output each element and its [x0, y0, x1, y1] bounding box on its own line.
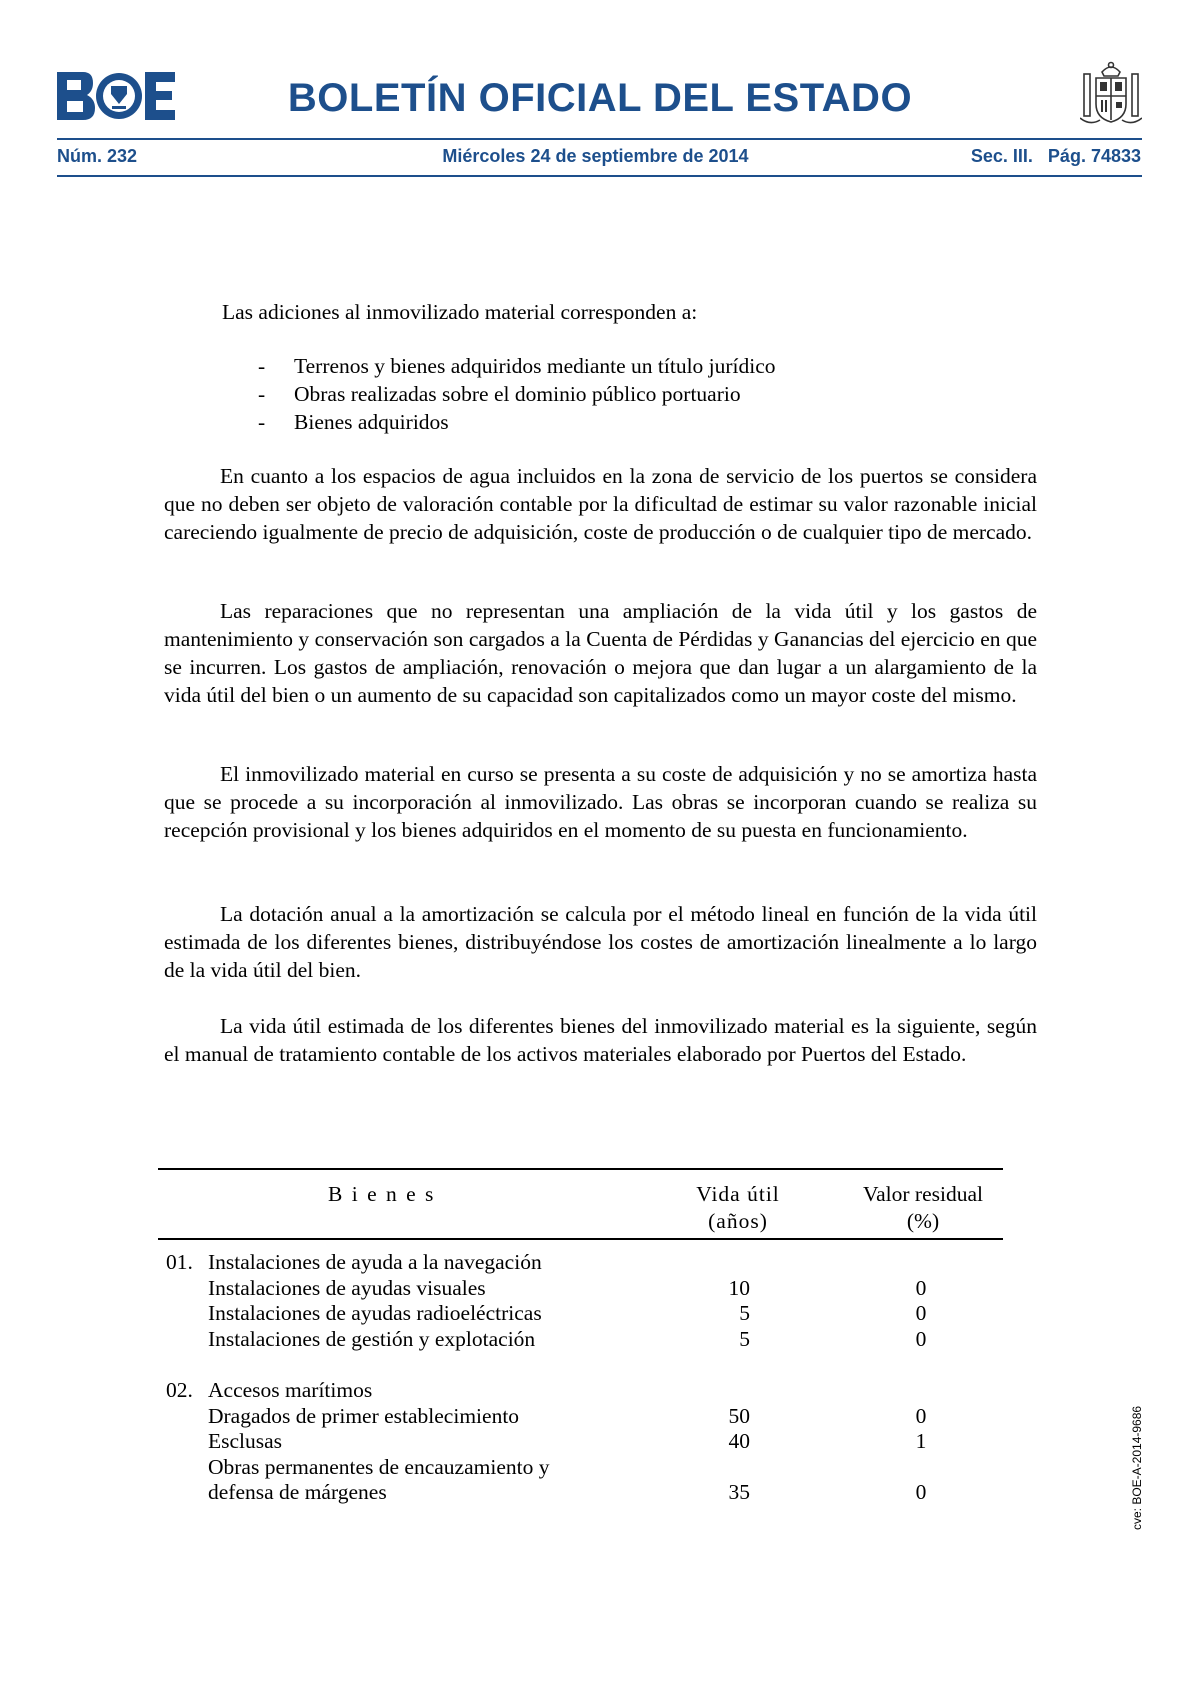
group-title: Instalaciones de ayuda a la navegación [208, 1250, 542, 1274]
row-vida: 35 [728, 1480, 750, 1504]
paragraph [164, 597, 1037, 709]
list-marker: - [258, 410, 266, 434]
list-item-text: Obras realizadas sobre el dominio público portuario [294, 382, 741, 406]
list-item-text: Bienes adquiridos [294, 410, 449, 434]
list-item [258, 408, 776, 436]
row-valor: 0 [915, 1301, 927, 1325]
row-label: Esclusas [208, 1429, 283, 1453]
header-rule-bottom [57, 175, 1142, 177]
paragraph-text: En cuanto a los espacios de agua incluidos en la zona de servicio de los puertos se considera que no deben ser objeto de valoración contable por la dificultad de estimar su valor razonable inicial careciendo igualmente de precio de adquisición, coste de producción o de cualquier tipo de mercado. [164, 464, 1037, 544]
row-label: Instalaciones de ayudas visuales [208, 1276, 486, 1300]
header-bienes: B i e n e s [328, 1182, 436, 1206]
paragraph [164, 900, 1037, 984]
row-label: Dragados de primer establecimiento [208, 1404, 520, 1428]
paragraph [164, 462, 1037, 546]
issue-date: Miércoles 24 de septiembre de 2014 [442, 146, 749, 166]
paragraph [164, 1012, 1037, 1068]
list-marker: - [258, 382, 266, 406]
row-label: Obras permanentes de encauzamiento y [208, 1455, 550, 1479]
row-label-continued: defensa de márgenes [208, 1480, 387, 1504]
cve-code: cve: BOE-A-2014-9686 [1130, 1405, 1144, 1530]
row-valor: 0 [915, 1276, 927, 1300]
paragraph-text: Las reparaciones que no representan una ampliación de la vida útil y los gastos de mantenimiento y conservación son cargados a la Cuenta de Pérdidas y Ganancias del ejercicio en que se incurren. Los gastos de ampliación, renovación o mejora que dan lugar a un alargamiento de la vida útil del bien o un aumento de su capacidad son capitalizados como un mayor coste del mismo. [164, 599, 1037, 707]
row-valor: 0 [915, 1480, 927, 1504]
group-code: 02. [166, 1378, 193, 1402]
header-vida-util: Vida útil [696, 1182, 780, 1206]
row-vida: 50 [728, 1404, 750, 1428]
row-vida: 5 [739, 1301, 750, 1325]
list-item [258, 352, 776, 380]
paragraph-text: La vida útil estimada de los diferentes bienes del inmovilizado material es la siguiente, según el manual de tratamiento contable de los activos materiales elaborado por Puertos del Estado. [164, 1014, 1037, 1066]
gazette-title: BOLETÍN OFICIAL DEL ESTADO [287, 76, 913, 120]
header-valor-residual: Valor residual [862, 1182, 983, 1206]
row-label: Instalaciones de ayudas radioeléctricas [208, 1301, 542, 1325]
row-vida: 10 [728, 1276, 750, 1300]
paragraph-text: La dotación anual a la amortización se calcula por el método lineal en función de la vida útil estimada de los diferentes bienes, distribuyéndose los costes de amortización linealmente a lo largo de la vida útil del bien. [164, 902, 1037, 982]
table-top-rule [158, 1168, 1003, 1170]
list-item [258, 380, 776, 408]
coat-of-arms-icon [1080, 60, 1142, 128]
row-valor: 1 [915, 1429, 927, 1453]
header-anos: (años) [708, 1209, 768, 1233]
row-label: Instalaciones de gestión y explotación [208, 1327, 536, 1351]
header-percent: (%) [906, 1209, 940, 1233]
header-rule-top [57, 138, 1142, 140]
issue-number: Núm. 232 [57, 146, 138, 166]
section-page: Sec. III. Pág. 74833 [970, 146, 1141, 166]
additions-list [258, 352, 776, 436]
row-valor: 0 [915, 1327, 927, 1351]
paragraph-text: El inmovilizado material en curso se presenta a su coste de adquisición y no se amortiza hasta que se procede a su incorporación al inmovilizado. Las obras se incorporan cuando se realiza su recepción provisional y los bienes adquiridos en el momento de su puesta en funcionamiento. [164, 762, 1037, 842]
boe-logo [57, 72, 175, 120]
row-valor: 0 [915, 1404, 927, 1428]
row-vida: 5 [739, 1327, 750, 1351]
list-marker: - [258, 354, 266, 378]
intro-text: Las adiciones al inmovilizado material corresponden a: [222, 300, 698, 324]
group-title: Accesos marítimos [208, 1378, 373, 1402]
paragraph [164, 760, 1037, 844]
row-vida: 40 [728, 1429, 750, 1453]
list-item-text: Terrenos y bienes adquiridos mediante un título jurídico [294, 354, 776, 378]
group-code: 01. [166, 1250, 193, 1274]
table-header-rule [158, 1238, 1003, 1240]
